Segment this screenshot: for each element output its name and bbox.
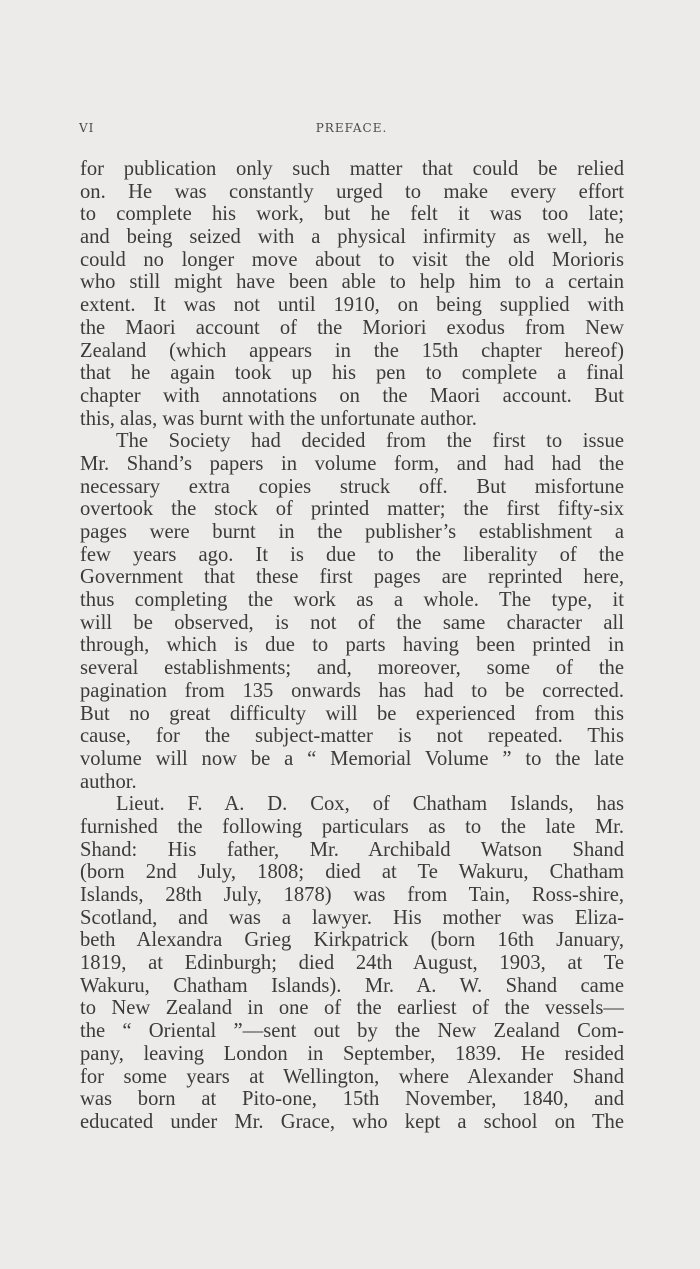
text-line: (born 2nd July, 1808; died at Te Wakuru, Chatham [80,861,624,884]
running-head [79,121,624,139]
text-line: Zealand (which appears in the 15th chapter hereof) [80,339,624,362]
text-line: pages were burnt in the publisher’s establishment a [80,521,624,543]
page-number: VI [79,121,95,135]
text-line: for publication only such matter that could be relied [80,158,624,180]
text-line: Shand: His father, Mr. Archibald Watson Shand [80,838,624,861]
text-line: pany, leaving London in September, 1839. He resided [80,1042,624,1065]
text-line: thus completing the work as a whole. The type, it [80,589,624,612]
text-line: will be observed, is not of the same character all [80,611,624,634]
text-line: Mr. Shand’s papers in volume form, and had had the [80,452,624,475]
text-line: beth Alexandra Grieg Kirkpatrick (born 16th January, [80,929,624,952]
text-line: pagination from 135 onwards has had to be corrected. [80,679,624,702]
text-line: the “ Oriental ”—sent out by the New Zealand Com- [80,1020,624,1043]
text-line: cause, for the subject-matter is not repeated. This [80,725,624,748]
text-line: and being seized with a physical infirmity as well, he [80,226,624,249]
text-line: necessary extra copies struck off. But misfortune [80,475,624,498]
text-line: was born at Pito-one, 15th November, 1840, and [80,1088,624,1111]
text-line: for some years at Wellington, where Alexander Shand [80,1065,624,1088]
text-line: Wakuru, Chatham Islands). Mr. A. W. Shand came [80,974,624,997]
text-line: Islands, 28th July, 1878) was from Tain, Ross-shire, [80,884,624,906]
preface-body-text [80,158,624,1134]
text-line: the Maori account of the Moriori exodus from New [80,316,624,339]
text-line: several establishments; and, moreover, some of the [80,657,624,680]
text-line: chapter with annotations on the Maori account. But [80,384,624,407]
text-line: Lieut. F. A. D. Cox, of Chatham Islands, has [116,793,624,816]
text-line: on. He was constantly urged to make every effort [80,180,624,203]
text-line: this, alas, was burnt with the unfortunate author. [80,407,477,430]
text-line: educated under Mr. Grace, who kept a school on The [80,1110,624,1133]
text-line: furnished the following particulars as to the late Mr. [80,815,624,838]
text-line: that he again took up his pen to complete a final [80,362,624,385]
text-line: author. [80,770,137,793]
text-line: overtook the stock of printed matter; the first fifty-six [80,498,624,521]
text-line: 1819, at Edinburgh; died 24th August, 1903, at Te [80,952,624,975]
text-line: volume will now be a “ Memorial Volume ” to the late [80,747,624,770]
text-line: extent. It was not until 1910, on being supplied with [80,294,624,317]
text-line: few years ago. It is due to the liberality of the [80,543,624,566]
running-title: PREFACE. [315,121,388,135]
text-line: The Society had decided from the first to issue [116,430,624,453]
text-line: through, which is due to parts having been printed in [80,634,624,657]
text-line: Government that these first pages are reprinted here, [80,566,624,589]
text-line: who still might have been able to help him to a certain [80,271,624,294]
text-line: Scotland, and was a lawyer. His mother was Eliza- [80,906,624,929]
text-line: to complete his work, but he felt it was too late; [80,203,624,226]
text-line: to New Zealand in one of the earliest of the vessels— [80,997,624,1020]
text-line: could no longer move about to visit the old Morioris [80,248,624,271]
text-line: But no great difficulty will be experienced from this [80,702,624,725]
